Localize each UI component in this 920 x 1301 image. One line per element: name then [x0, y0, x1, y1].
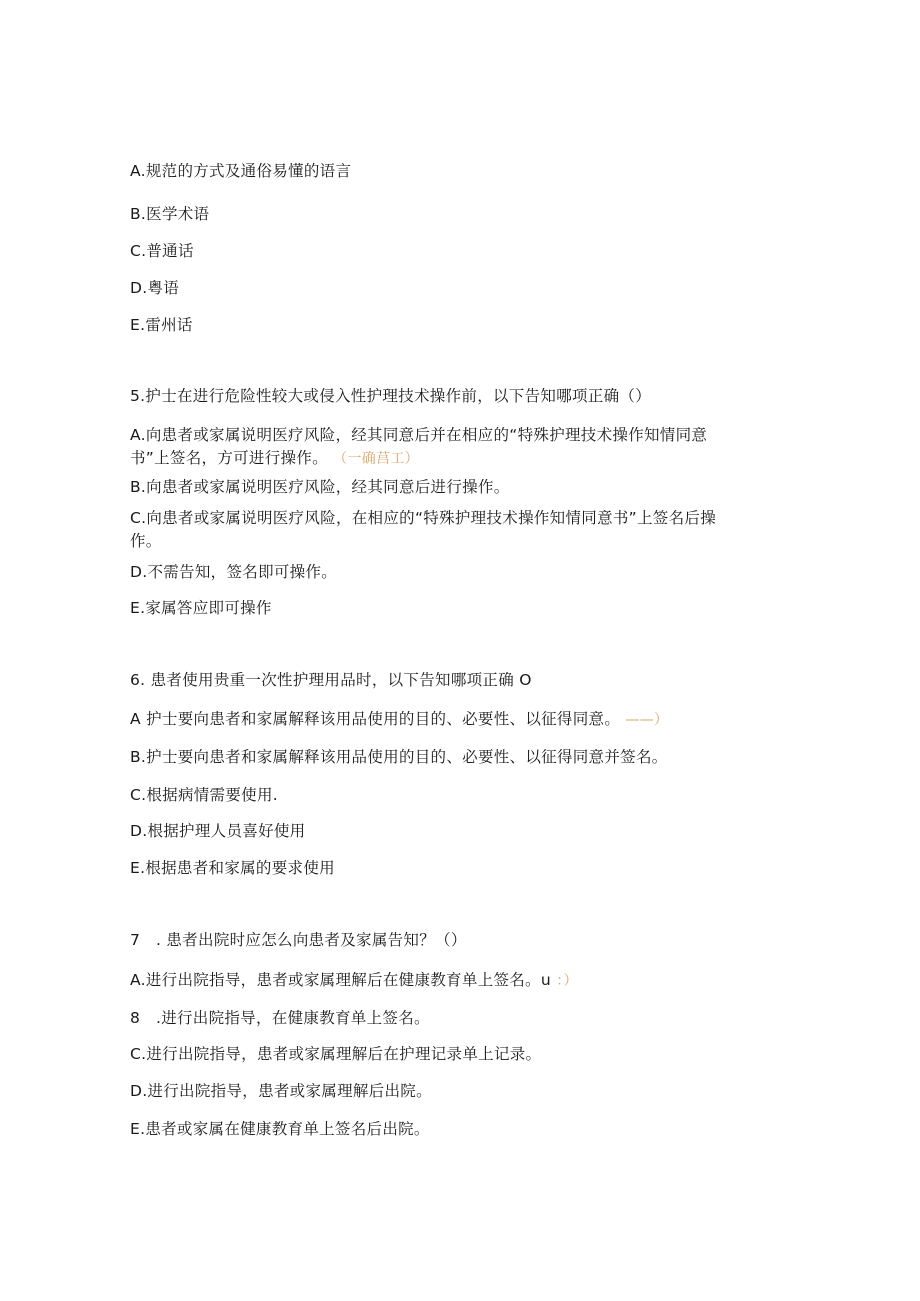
q5-question: 5.护士在进行危险性较大或侵入性护理技术操作前，以下告知哪项正确（）: [130, 387, 651, 405]
q6-option-b: B.护士要向患者和家属解释该用品使用的目的、必要性、以征得同意并签名。: [130, 748, 668, 766]
q5-option-a-line1: A.向患者或家属说明医疗风险，经其同意后并在相应的“特殊护理技术操作知情同意: [130, 426, 708, 444]
q6-option-e: E.根据患者和家属的要求使用: [130, 859, 335, 877]
q7-option-a-text: A.进行出院指导，患者或家属理解后在健康教育单上签名。u: [130, 971, 551, 989]
q7-option-c: C.进行出院指导，患者或家属理解后在护理记录单上记录。: [130, 1045, 542, 1063]
q4-option-a: A.规范的方式及通俗易懂的语言: [130, 162, 352, 180]
q7-question: 7 . 患者出院时应怎么向患者及家属告知？（）: [130, 931, 467, 949]
q6-answer-mark: ——）: [625, 712, 669, 728]
q7-option-d: D.进行出院指导，患者或家属理解后出院。: [130, 1082, 432, 1100]
q5-option-e: E.家属答应即可操作: [130, 599, 272, 617]
q5-option-c-line2: 作。: [130, 532, 162, 550]
q7-option-a: [130, 969, 578, 992]
q5-option-a-text: 书”上签名，方可进行操作。: [130, 449, 328, 467]
q6-question: 6. 患者使用贵重一次性护理用品时，以下告知哪项正确 O: [130, 671, 532, 689]
q7-option-b: 8 .进行出院指导，在健康教育单上签名。: [130, 1009, 430, 1027]
q4-option-e: E.雷州话: [130, 316, 193, 334]
q4-option-d: D.粤语: [130, 279, 180, 297]
q6-option-a-text: A 护士要向患者和家属解释该用品使用的目的、必要性、以征得同意。: [130, 710, 621, 728]
q7-option-e: E.患者或家属在健康教育单上签名后出院。: [130, 1120, 430, 1138]
q7-answer-mark: ：）: [556, 973, 578, 989]
q6-option-d: D.根据护理人员喜好使用: [130, 822, 306, 840]
q5-option-a-line2: [130, 447, 419, 470]
q5-option-b: B.向患者或家属说明医疗风险，经其同意后进行操作。: [130, 478, 510, 496]
q4-option-b: B.医学术语: [130, 205, 210, 223]
q6-option-c: C.根据病情需要使用.: [130, 786, 278, 804]
q6-option-a: [130, 708, 668, 731]
q5-option-d: D.不需告知，签名即可操作。: [130, 563, 338, 581]
q5-option-c-line1: C.向患者或家属说明医疗风险，在相应的“特殊护理技术操作知情同意书”上签名后操: [130, 509, 717, 527]
q4-option-c: C.普通话: [130, 242, 194, 260]
q5-answer-mark: （一确莒工）: [333, 451, 419, 467]
